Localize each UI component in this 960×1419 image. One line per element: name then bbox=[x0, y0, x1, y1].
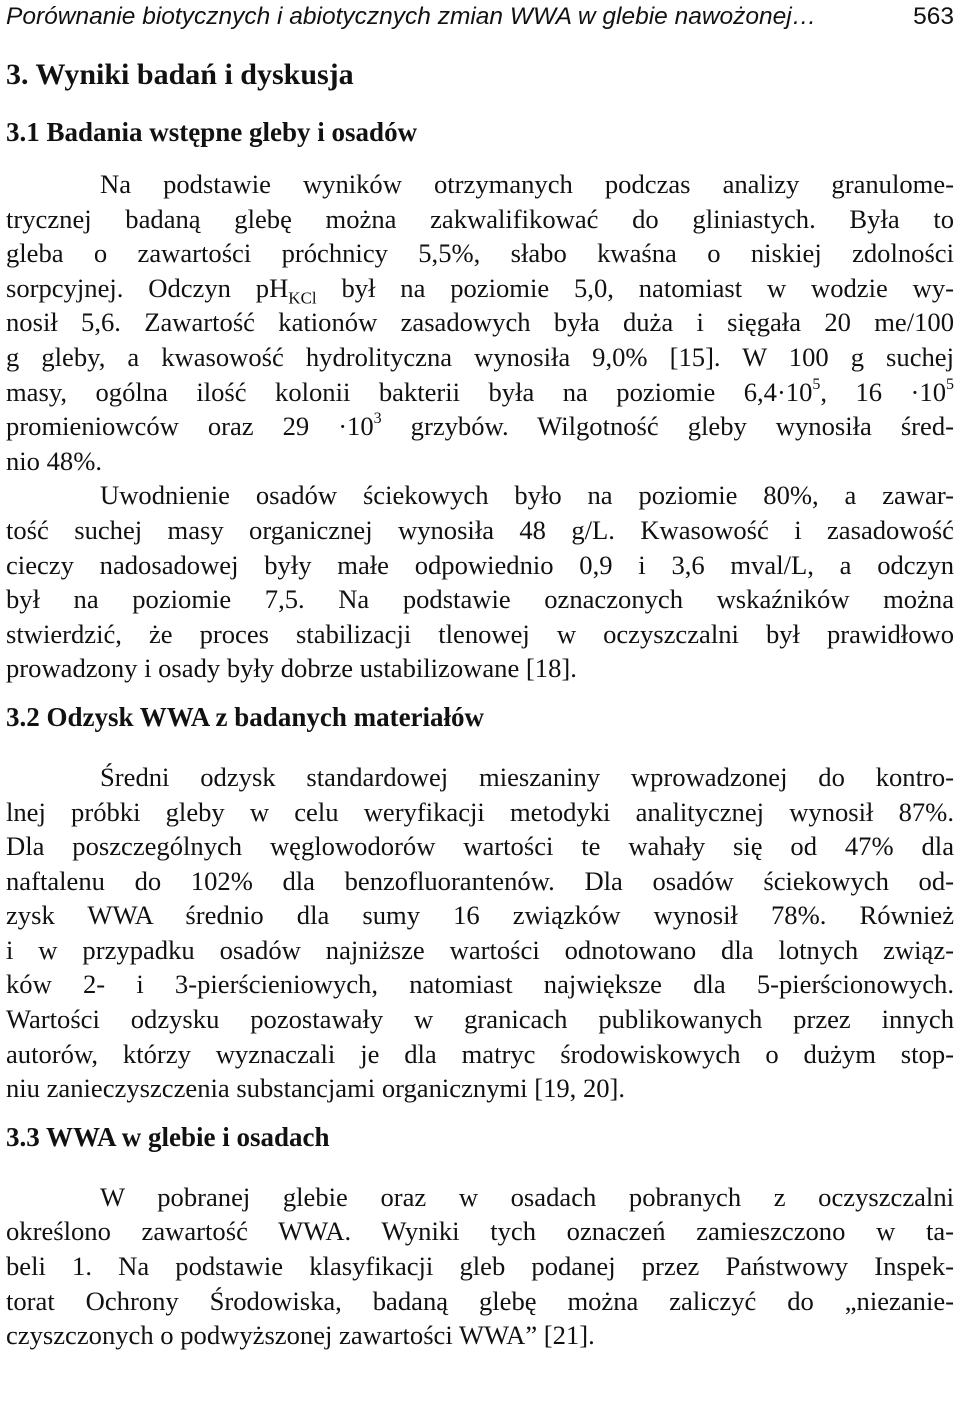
text-line: był na poziomie 7,5. Na podstawie oznaczonych wskaźników można bbox=[6, 584, 954, 615]
text-line: W pobranej glebie oraz w osadach pobranych z oczyszczalni bbox=[100, 1181, 954, 1212]
text-line: naftalenu do 102% dla benzofluorantenów. Dla osadów ściekowych od- bbox=[6, 865, 954, 896]
text-line: nosił 5,6. Zawartość kationów zasadowych była duża i sięgała 20 me/100 bbox=[6, 307, 954, 338]
text-line: Dla poszczególnych węglowodorów wartości te wahały się od 47% dla bbox=[6, 831, 954, 862]
subsection-heading-3-2: 3.2 Odzysk WWA z badanych materiałów bbox=[6, 701, 485, 732]
text-line: określono zawartość WWA. Wyniki tych oznaczeń zamieszczono w ta- bbox=[6, 1216, 954, 1247]
text-line: Na podstawie wyników otrzymanych podczas analizy granulome- bbox=[100, 169, 954, 199]
subsection-heading-3-1: 3.1 Badania wstępne gleby i osadów bbox=[6, 117, 418, 147]
text-line: Średni odzysk standardowej mieszaniny wprowadzonej do kontro- bbox=[100, 761, 954, 792]
text-line: tość suchej masy organicznej wynosiła 48 g/L. Kwasowość i zasadowość bbox=[6, 514, 954, 545]
text-line: Wartości odzysku pozostawały w granicach publikowanych przez innych bbox=[6, 1004, 954, 1035]
text-line: czyszczonych o podwyższonej zawartości WWA” [21]. bbox=[6, 1320, 595, 1351]
text-run: grzybów. Wilgotność gleby wynosiła śred- bbox=[381, 411, 954, 442]
text-line: lnej próbki gleby w celu weryfikacji metodyki analitycznej wynosił 87%. bbox=[6, 796, 954, 827]
superscript: 3 bbox=[373, 410, 382, 428]
subscript-kcl: KCl bbox=[288, 288, 317, 308]
document-page bbox=[6, 0, 954, 1353]
text-line bbox=[6, 375, 954, 410]
text-line: i w przypadku osadów najniższe wartości odnotowano dla lotnych związ- bbox=[6, 934, 954, 965]
paragraph-sludge-analysis bbox=[6, 478, 954, 686]
text-line: gleba o zawartości próchnicy 5,5%, słabo kwaśna o niskiej zdolności bbox=[6, 238, 954, 269]
text-line: torat Ochrony Środowiska, badaną glebę można zaliczyć do „niezanie- bbox=[6, 1285, 954, 1316]
section-heading: 3. Wyniki badań i dyskusja bbox=[6, 58, 354, 91]
superscript: 5 bbox=[812, 375, 821, 393]
text-run: był na poziomie 5,0, natomiast w wodzie wy- bbox=[316, 272, 954, 303]
superscript: 5 bbox=[946, 375, 954, 393]
text-line bbox=[6, 271, 954, 306]
text-line: cieczy nadosadowej były małe odpowiednio 0,9 i 3,6 mval/L, a odczyn bbox=[6, 549, 954, 580]
paragraph-soil-analysis bbox=[6, 167, 954, 478]
paragraph-recovery bbox=[6, 760, 954, 1106]
text-line: nio 48%. bbox=[6, 445, 103, 476]
text-line: autorów, którzy wyznaczali je dla matryc środowiskowych o dużym stop- bbox=[6, 1038, 954, 1069]
text-line bbox=[6, 409, 954, 444]
text-run: , 16 ·10 bbox=[820, 376, 946, 407]
page-number: 563 bbox=[913, 3, 954, 30]
text-line: beli 1. Na podstawie klasyfikacji gleb podanej przez Państwowy Inspek- bbox=[6, 1251, 954, 1282]
running-title: Porównanie biotycznych i abiotycznych zmian WWA w glebie nawożonej… bbox=[6, 3, 817, 30]
text-line: Uwodnienie osadów ściekowych było na poziomie 80%, a zawar- bbox=[100, 480, 954, 511]
text-line: ków 2- i 3-pierścieniowych, natomiast największe dla 5-pierścionowych. bbox=[6, 969, 954, 1000]
subsection-heading-3-3: 3.3 WWA w glebie i osadach bbox=[6, 1121, 330, 1152]
text-line: prowadzony i osady były dobrze ustabilizowane [18]. bbox=[6, 653, 577, 684]
text-line: zysk WWA średnio dla sumy 16 związków wynosił 78%. Również bbox=[6, 900, 954, 931]
text-run: promieniowców oraz 29 ·10 bbox=[6, 411, 374, 442]
text-line: trycznej badaną glebę można zakwalifikować do gliniastych. Była to bbox=[6, 203, 954, 234]
paragraph-pah-content bbox=[6, 1180, 954, 1353]
text-line: niu zanieczyszczenia substancjami organicznymi [19, 20]. bbox=[6, 1073, 626, 1104]
text-line: stwierdzić, że proces stabilizacji tlenowej w oczyszczalni był prawidłowo bbox=[6, 618, 954, 649]
text-line: g gleby, a kwasowość hydrolityczna wynosiła 9,0% [15]. W 100 g suchej bbox=[6, 341, 954, 372]
text-run: masy, ogólna ilość kolonii bakterii była na poziomie 6,4·10 bbox=[6, 376, 813, 407]
text-run: sorpcyjnej. Odczyn pH bbox=[6, 272, 289, 303]
running-header bbox=[6, 0, 954, 34]
